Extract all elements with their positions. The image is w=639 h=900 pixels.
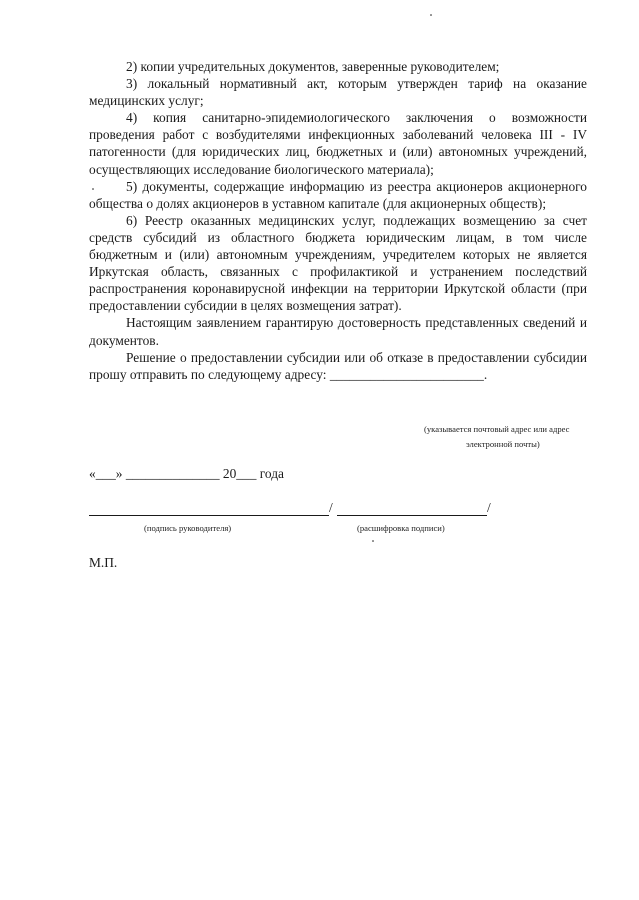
address-note-line-1: (указывается почтовый адрес или адрес xyxy=(424,424,570,434)
document-body xyxy=(89,58,587,383)
decryption-line xyxy=(337,515,487,516)
signature-line xyxy=(89,515,329,516)
seal-placeholder: М.П. xyxy=(89,555,118,570)
list-item-5: 5) документы, содержащие информацию из реестра акционеров акционерного общества о долях акционеров в уставном капитале (для акционерных обществ); xyxy=(89,178,587,211)
list-item-3: 3) локальный нормативный акт, которым утвержден тариф на оказание медицинских услуг; xyxy=(89,76,587,109)
address-request: Решение о предоставлении субсидии или об отказе в предоставлении субсидии прошу отправить по следующему адресу: _______________________. xyxy=(89,349,587,382)
signature-separator: / xyxy=(329,500,333,515)
scan-speck xyxy=(430,14,432,16)
signature-label: (подпись руководителя) xyxy=(144,523,232,533)
scan-speck xyxy=(92,188,94,190)
list-item-2: 2) копии учредительных документов, заверенные руководителем; xyxy=(126,59,500,74)
date-line: «___» ______________ 20___ года xyxy=(89,466,284,481)
decryption-end-slash: / xyxy=(487,500,491,515)
list-item-4: 4) копия санитарно-эпидемиологического заключения о возможности проведения работ с возбудителями инфекционных заболеваний человека III - IV патогенности (для юридических лиц, бюджетных и (или) автономных учреждений, осуществляющих исследование биологического материала); xyxy=(89,110,587,177)
address-note-line-2: электронной почты) xyxy=(466,439,540,449)
guarantee-statement: Настоящим заявлением гарантирую достоверность представленных сведений и документов. xyxy=(89,315,587,348)
decryption-label: (расшифровка подписи) xyxy=(357,523,445,533)
scan-speck xyxy=(372,540,374,542)
list-item-6: 6) Реестр оказанных медицинских услуг, подлежащих возмещению за счет средств субсидий из областного бюджета юридическим лицам, в том числе бюджетным и (или) автономным учреждениям, учредителем которых не является Иркутская область, связанных с профилактикой и устранением последствий распространения коронавирусной инфекции на территории Иркутской области (при предоставлении субсидии в целях возмещения затрат). xyxy=(89,212,587,314)
